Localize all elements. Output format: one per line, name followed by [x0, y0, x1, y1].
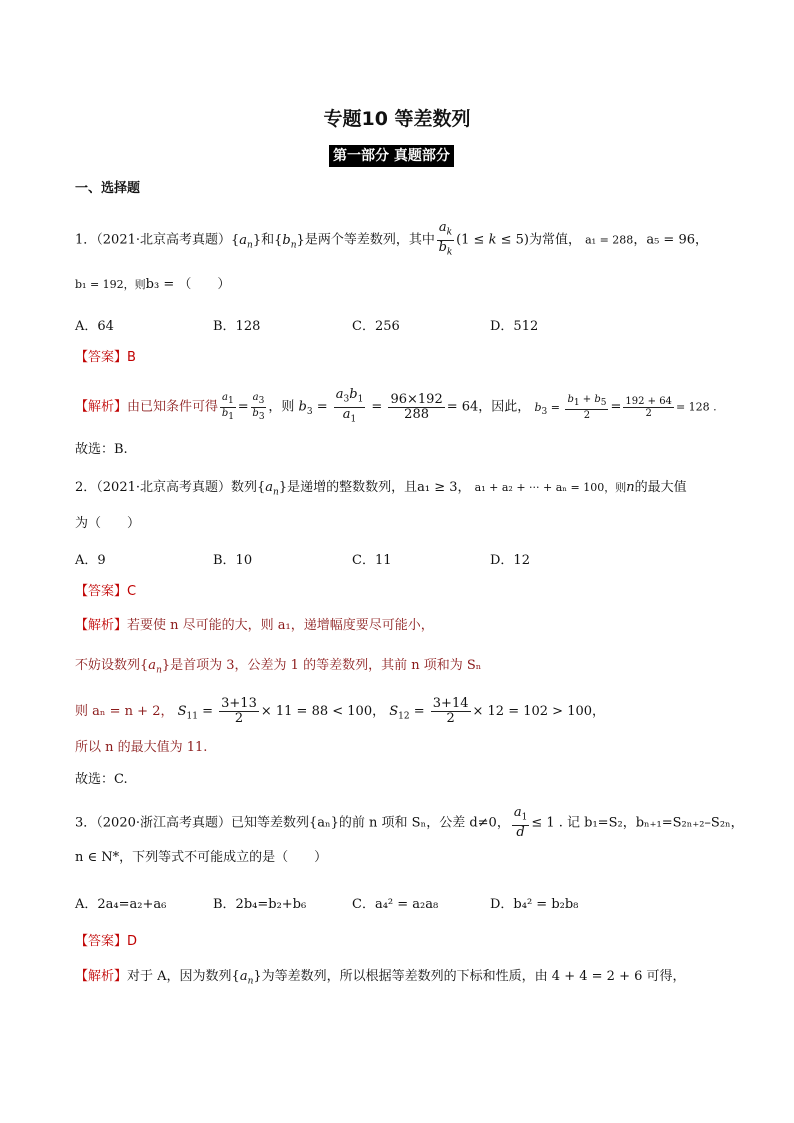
- seq-an-symbol: $\{a_n\}$: [257, 480, 288, 498]
- q2-cond-a1: a₁ ≥ 3，: [417, 480, 471, 495]
- q3-analysis-detail: 为等差数列，所以根据等差数列的下标和性质，由 4 + 4 = 2 + 6 可得，: [261, 969, 686, 984]
- q3-option-c: C．a₄² = a₂a₈: [352, 897, 439, 912]
- frac-b1-plus-b5: $\frac{b_1 + b_5}{2}$: [567, 393, 607, 421]
- q2-analysis-text: 若要使 n 尽可能的大，则 a₁，递增幅度要尽可能小，: [127, 618, 434, 633]
- q1-option-c: C．256: [352, 319, 400, 334]
- q1-analysis: 【解析】由已知条件可得 $\frac{a_1}{b_1}$ = $\frac{a_3}{b_3}$ ，则 $b_3$ = $\frac{a_3b_1}{a_1}$ = $\frac{96\times 192}{288}$ = 64，因此， $b_3$ = $\frac{b_1 + b_5}{2}$ = $\frac{192 + 64}{2}$ = 128 .: [75, 387, 717, 425]
- q2-analysis-line3: 则 aₙ = n + 2， $S_{11}$ = $\frac{3+13}{2}$ × 11 = 88 < 100， $S_{12}$ = $\frac{3+14}{2}$ × 12 = 102 > 100，: [75, 696, 606, 726]
- q2-cond-sum: a₁ + a₂ + ··· + aₙ = 100，则: [474, 481, 627, 494]
- q2-text-max: 的最大值: [634, 480, 687, 495]
- q2-general-term: 则 aₙ = n + 2，: [75, 704, 174, 719]
- q1-analysis-tag: 【解析】: [75, 399, 128, 415]
- q2-answer: 【答案】C: [75, 584, 137, 599]
- q1-cond-a1: a₁ = 288: [585, 233, 634, 247]
- q2-assume: 不妨设数列: [75, 658, 141, 673]
- seq-an-symbol-3: $\{a_n\}$: [231, 969, 262, 987]
- q3-answer: 【答案】D: [75, 934, 138, 949]
- q1-analysis-result: = 64，因此，: [446, 399, 531, 415]
- q1-analysis-final: = 128 .: [675, 400, 717, 414]
- q3-option-a: A．2a₄=a₂+a₆: [75, 897, 167, 912]
- q2-s11: × 11 = 88 < 100，: [260, 704, 386, 719]
- q1-cond-a5: a₅ = 96: [646, 232, 695, 248]
- q2-text: 是递增的整数数列，且: [287, 480, 418, 495]
- question-2-line2: 为（ ）: [75, 516, 141, 531]
- q2-option-a: A．9: [75, 553, 106, 568]
- q2-analysis-line4: 所以 n 的最大值为 11.: [75, 740, 208, 755]
- q1-option-d: D．512: [490, 319, 539, 334]
- q3-analysis: [75, 967, 686, 992]
- q1-option-b: B．128: [213, 319, 261, 334]
- q3-analysis-tag: 【解析】: [75, 969, 128, 984]
- q3-option-b: B．2b₄=b₂+b₆: [213, 897, 307, 912]
- frac-a3b1-a1: $\frac{a_3b_1}{a_1}$: [335, 387, 364, 425]
- q3-analysis-text: 对于 A，因为数列: [127, 969, 232, 984]
- q1-text-and: 和: [261, 232, 275, 248]
- q2-option-b: B．10: [213, 553, 253, 568]
- question-1-line2: [75, 275, 230, 295]
- seq-b-symbol: $\{b_n\}$: [274, 232, 305, 251]
- seq-a-symbol: $\{a_n\}$: [231, 232, 262, 251]
- q1-text-const: 为常值，: [528, 232, 581, 248]
- page-title: 专题10 等差数列: [323, 108, 471, 130]
- question-2-stem: 2．（2021·北京高考真题）数列$\{a_n\}$是递增的整数数列，且a₁ ≥ 3， a₁ + a₂ + ··· + aₙ = 100，则n的最大值: [75, 480, 687, 498]
- frac-3-plus-13: $\frac{3+13}{2}$: [221, 696, 257, 726]
- q1-conclusion: 故选：B.: [75, 442, 128, 457]
- part-banner: 第一部分 真题部分: [329, 145, 454, 167]
- q1-answer: 【答案】B: [75, 350, 136, 365]
- q2-conclusion: 故选：C.: [75, 772, 128, 787]
- q1-analysis-then: ，则: [268, 399, 295, 415]
- question-1-stem: 1．（2021·北京高考真题）$\{a_n\}$和$\{b_n\}$是两个等差数列，其中 $\frac{a_k}{b_k}$ (1 ≤ k ≤ 5)为常值， a₁ = 288，a₅ = 96，: [75, 220, 709, 258]
- q2-analysis-line2: [75, 656, 481, 681]
- q1-ask: b₃ = （ ）: [145, 277, 231, 292]
- frac-3-plus-14: $\frac{3+14}{2}$: [432, 696, 469, 726]
- section-heading: 一、选择题: [75, 181, 141, 196]
- q1-cond-b1: b₁ = 192，则: [75, 278, 146, 291]
- q1-source: 1．（2021·北京高考真题）: [75, 232, 231, 248]
- seq-an-symbol-2: $\{a_n\}$: [140, 658, 171, 676]
- q1-option-a: A．64: [75, 319, 114, 334]
- q2-s12: × 12 = 102 > 100，: [472, 704, 606, 719]
- q2-analysis-line1: [75, 616, 434, 636]
- q1-analysis-text: 由已知条件可得: [127, 399, 219, 415]
- q3-option-d: D．b₄² = b₂b₈: [490, 897, 579, 912]
- q3-source: 3．（2020·浙江高考真题）已知等差数列{aₙ}的前 n 项和 Sₙ，公差 d≠0，: [75, 815, 510, 831]
- question-3-line2: n ∈ N*，下列等式不可能成立的是（ ）: [75, 850, 328, 865]
- frac-192-plus-64: $\frac{192 + 64}{2}$: [625, 395, 672, 419]
- q2-assume-detail: 是首项为 3，公差为 1 的等差数列，其前 n 项和为 Sₙ: [170, 658, 482, 673]
- q2-option-c: C．11: [352, 553, 392, 568]
- q1-text: 是两个等差数列，其中: [304, 232, 435, 248]
- frac-a1-over-d: $\frac{a_1}{d}$: [513, 805, 528, 840]
- q2-source: 2．（2021·北京高考真题）数列: [75, 480, 257, 495]
- q2-analysis-tag: 【解析】: [75, 618, 128, 633]
- frac-a3-b3: $\frac{a_3}{b_3}$: [252, 391, 265, 422]
- q2-option-d: D．12: [490, 553, 530, 568]
- frac-a1-b1: $\frac{a_1}{b_1}$: [221, 391, 234, 422]
- ratio-ak-bk: $\frac{a_k}{b_k}$: [438, 220, 453, 258]
- question-3-stem: [75, 806, 744, 840]
- q3-condition: ≤ 1 . 记 b₁=S₂，bₙ₊₁=S₂ₙ₊₂–S₂ₙ，: [531, 815, 744, 831]
- frac-96x192-288: $\frac{96\times 192}{288}$: [390, 391, 443, 422]
- k-range: (1 ≤ k ≤ 5): [456, 232, 529, 248]
